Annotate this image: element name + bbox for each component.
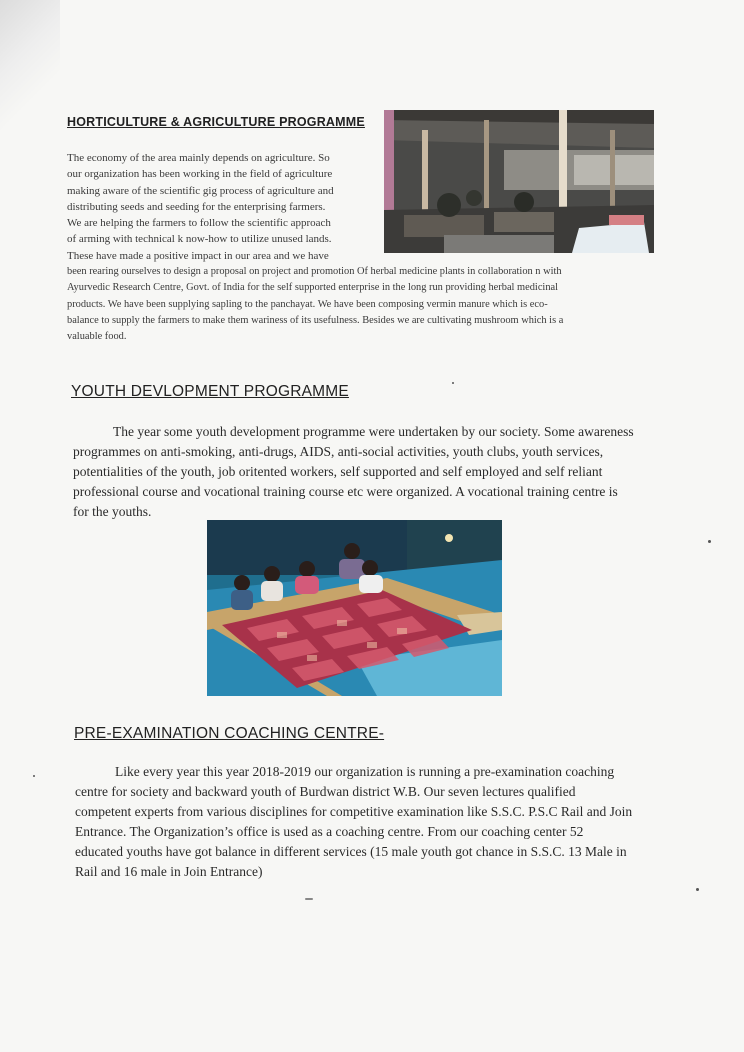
text-line: Entrance. The Organization’s office is used as a coaching centre. From our coaching center 52 — [75, 824, 584, 839]
scan-speck — [452, 382, 454, 384]
text-line: making aware of the scientific gig process of agriculture and — [67, 184, 334, 197]
horticulture-paragraph-full — [67, 264, 677, 345]
scan-speck — [696, 888, 699, 891]
text-line: Rail and 16 male in Join Entrance) — [75, 864, 263, 879]
text-line: of arming with technical k now-how to utilize unused lands. — [67, 233, 332, 246]
page-fold-shadow — [0, 0, 60, 130]
text-line: programmes on anti-smoking, anti-drugs, AIDS, anti-social activities, youth clubs, youth services, — [73, 444, 604, 459]
text-line: distributing seeds and seeding for the enterprising farmers. — [67, 200, 326, 213]
text-line: products. We have been supplying sapling to the panchayat. We have been composing vermin manure which is eco- — [67, 298, 548, 310]
horticulture-heading: HORTICULTURE & AGRICULTURE PROGRAMME — [67, 115, 365, 129]
text-line: our organization has been working in the field of agriculture — [67, 168, 333, 181]
text-line: We are helping the farmers to follow the scientific approach — [67, 217, 331, 230]
text-line: been rearing ourselves to design a proposal on project and promotion Of herbal medicine plants in collaboration n with — [67, 266, 562, 277]
text-line: potentialities of the youth, job oritented workers, self supported and self employed and self reliant — [73, 464, 603, 479]
youth-paragraph — [73, 422, 693, 522]
text-line: valuable food. — [67, 331, 127, 343]
vocational-training-photo — [207, 520, 502, 696]
text-line: professional course and vocational training course etc were organized. A vocational training centre is — [73, 484, 618, 499]
text-line: The year some youth development programme were undertaken by our society. Some awareness — [113, 424, 634, 439]
youth-heading: YOUTH DEVLOPMENT PROGRAMME — [71, 383, 349, 400]
text-line: Like every year this year 2018-2019 our organization is running a pre-examination coaching — [115, 764, 615, 779]
horticulture-paragraph-top — [67, 150, 379, 264]
text-line: centre for society and backward youth of Burdwan district W.B. Our seven lectures qualified — [75, 784, 576, 799]
text-line: competent experts from various disciplines for competitive examination like S.S.C. P.S.C Rail and Join — [75, 804, 633, 819]
coaching-heading: PRE-EXAMINATION COACHING CENTRE- — [74, 725, 385, 742]
text-line: The economy of the area mainly depends on agriculture. So — [67, 152, 330, 164]
text-line: educated youths have got balance in different services (15 male youth got chance in S.S.C. 13 Male in — [75, 844, 627, 859]
text-line: for the youths. — [73, 504, 152, 519]
text-line: Ayurvedic Research Centre, Govt. of India for the self supported enterprise in the long run providing herbal medicinal — [67, 282, 559, 294]
text-line: balance to supply the farmers to make them wariness of its usefulness. Besides we are cultivating mushroom which is a — [67, 314, 564, 326]
scan-speck — [33, 775, 35, 777]
coaching-paragraph — [75, 762, 695, 882]
farm-shed-photo — [384, 110, 654, 253]
scan-speck — [708, 540, 711, 543]
text-line: These have made a positive impact in our area and we have — [67, 249, 329, 262]
scan-speck — [305, 898, 313, 900]
